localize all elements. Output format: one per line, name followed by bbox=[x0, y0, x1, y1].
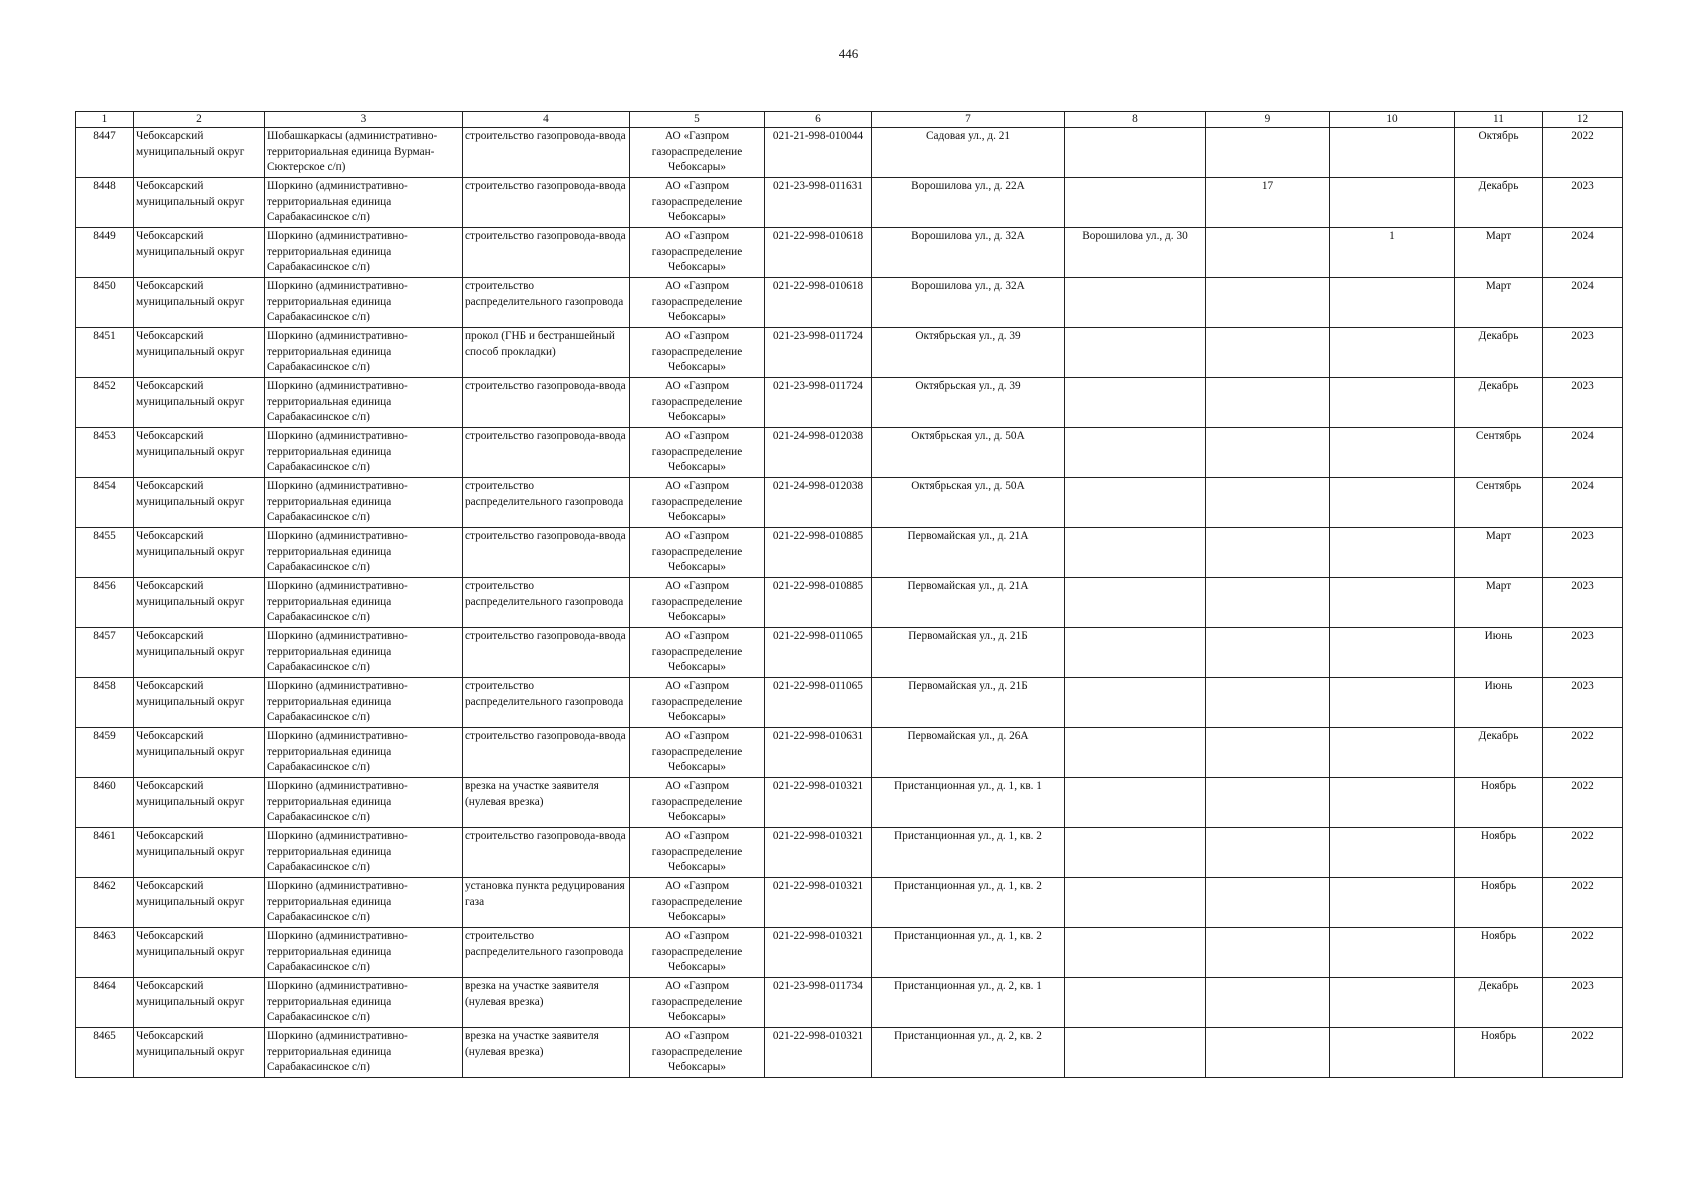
address-alt-cell bbox=[1065, 278, 1206, 328]
address-cell: Первомайская ул., д. 21Б bbox=[872, 628, 1065, 678]
organization-cell: АО «Газпром газораспределение Чебоксары» bbox=[630, 128, 765, 178]
col-9-value-cell bbox=[1206, 228, 1330, 278]
municipal-district-cell: Чебоксарский муниципальный округ bbox=[134, 528, 265, 578]
address-cell: Пристанционная ул., д. 1, кв. 2 bbox=[872, 878, 1065, 928]
month-cell: Декабрь bbox=[1455, 328, 1543, 378]
address-alt-cell bbox=[1065, 928, 1206, 978]
month-cell: Октябрь bbox=[1455, 128, 1543, 178]
month-cell: Март bbox=[1455, 228, 1543, 278]
work-type-cell: врезка на участке заявителя (нулевая врезка) bbox=[463, 978, 630, 1028]
organization-cell: АО «Газпром газораспределение Чебоксары» bbox=[630, 1028, 765, 1078]
municipal-district-cell: Чебоксарский муниципальный округ bbox=[134, 828, 265, 878]
column-header-5: 5 bbox=[630, 112, 765, 128]
organization-cell: АО «Газпром газораспределение Чебоксары» bbox=[630, 478, 765, 528]
address-alt-cell bbox=[1065, 178, 1206, 228]
col-10-value-cell bbox=[1330, 378, 1455, 428]
address-cell: Пристанционная ул., д. 1, кв. 2 bbox=[872, 928, 1065, 978]
table-row bbox=[76, 728, 1623, 778]
municipal-district-cell: Чебоксарский муниципальный округ bbox=[134, 1028, 265, 1078]
row-number-cell: 8459 bbox=[76, 728, 134, 778]
col-9-value-cell bbox=[1206, 378, 1330, 428]
col-10-value-cell bbox=[1330, 578, 1455, 628]
col-9-value-cell: 17 bbox=[1206, 178, 1330, 228]
year-cell: 2023 bbox=[1543, 578, 1623, 628]
row-number-cell: 8464 bbox=[76, 978, 134, 1028]
work-type-cell: строительство газопровода-ввода bbox=[463, 228, 630, 278]
row-number-cell: 8447 bbox=[76, 128, 134, 178]
application-number-cell: 021-22-998-010321 bbox=[765, 828, 872, 878]
address-alt-cell bbox=[1065, 628, 1206, 678]
address-alt-cell bbox=[1065, 778, 1206, 828]
col-10-value-cell bbox=[1330, 328, 1455, 378]
work-type-cell: прокол (ГНБ и бестраншейный способ прокладки) bbox=[463, 328, 630, 378]
settlement-cell: Шоркино (административно-территориальная единица Сарабакасинское с/п) bbox=[265, 828, 463, 878]
organization-cell: АО «Газпром газораспределение Чебоксары» bbox=[630, 578, 765, 628]
year-cell: 2024 bbox=[1543, 428, 1623, 478]
row-number-cell: 8449 bbox=[76, 228, 134, 278]
address-cell: Октябрьская ул., д. 50А bbox=[872, 428, 1065, 478]
organization-cell: АО «Газпром газораспределение Чебоксары» bbox=[630, 628, 765, 678]
settlement-cell: Шоркино (административно-территориальная единица Сарабакасинское с/п) bbox=[265, 1028, 463, 1078]
col-9-value-cell bbox=[1206, 928, 1330, 978]
row-number-cell: 8454 bbox=[76, 478, 134, 528]
col-10-value-cell bbox=[1330, 878, 1455, 928]
col-10-value-cell bbox=[1330, 828, 1455, 878]
month-cell: Ноябрь bbox=[1455, 928, 1543, 978]
work-type-cell: строительство распределительного газопровода bbox=[463, 678, 630, 728]
municipal-district-cell: Чебоксарский муниципальный округ bbox=[134, 728, 265, 778]
year-cell: 2023 bbox=[1543, 378, 1623, 428]
settlement-cell: Шоркино (административно-территориальная единица Сарабакасинское с/п) bbox=[265, 778, 463, 828]
table-row bbox=[76, 578, 1623, 628]
work-type-cell: строительство распределительного газопровода bbox=[463, 928, 630, 978]
table-row bbox=[76, 628, 1623, 678]
application-number-cell: 021-22-998-010321 bbox=[765, 778, 872, 828]
col-9-value-cell bbox=[1206, 528, 1330, 578]
column-header-9: 9 bbox=[1206, 112, 1330, 128]
municipal-district-cell: Чебоксарский муниципальный округ bbox=[134, 628, 265, 678]
address-alt-cell bbox=[1065, 878, 1206, 928]
row-number-cell: 8453 bbox=[76, 428, 134, 478]
address-alt-cell bbox=[1065, 528, 1206, 578]
address-alt-cell bbox=[1065, 678, 1206, 728]
address-alt-cell bbox=[1065, 378, 1206, 428]
col-9-value-cell bbox=[1206, 428, 1330, 478]
col-10-value-cell bbox=[1330, 678, 1455, 728]
row-number-cell: 8461 bbox=[76, 828, 134, 878]
organization-cell: АО «Газпром газораспределение Чебоксары» bbox=[630, 428, 765, 478]
settlement-cell: Шоркино (административно-территориальная единица Сарабакасинское с/п) bbox=[265, 928, 463, 978]
year-cell: 2024 bbox=[1543, 478, 1623, 528]
col-9-value-cell bbox=[1206, 978, 1330, 1028]
settlement-cell: Шоркино (административно-территориальная единица Сарабакасинское с/п) bbox=[265, 578, 463, 628]
application-number-cell: 021-21-998-010044 bbox=[765, 128, 872, 178]
month-cell: Ноябрь bbox=[1455, 778, 1543, 828]
address-alt-cell bbox=[1065, 428, 1206, 478]
organization-cell: АО «Газпром газораспределение Чебоксары» bbox=[630, 278, 765, 328]
settlement-cell: Шоркино (административно-территориальная единица Сарабакасинское с/п) bbox=[265, 678, 463, 728]
application-number-cell: 021-22-998-010631 bbox=[765, 728, 872, 778]
application-number-cell: 021-22-998-010885 bbox=[765, 528, 872, 578]
settlement-cell: Шобашкаркасы (административно-территориальная единица Вурман-Сюктерское с/п) bbox=[265, 128, 463, 178]
col-10-value-cell bbox=[1330, 728, 1455, 778]
settlement-cell: Шоркино (административно-территориальная единица Сарабакасинское с/п) bbox=[265, 528, 463, 578]
column-header-8: 8 bbox=[1065, 112, 1206, 128]
year-cell: 2023 bbox=[1543, 628, 1623, 678]
row-number-cell: 8465 bbox=[76, 1028, 134, 1078]
row-number-cell: 8458 bbox=[76, 678, 134, 728]
col-10-value-cell bbox=[1330, 178, 1455, 228]
organization-cell: АО «Газпром газораспределение Чебоксары» bbox=[630, 828, 765, 878]
col-9-value-cell bbox=[1206, 1028, 1330, 1078]
year-cell: 2023 bbox=[1543, 678, 1623, 728]
row-number-cell: 8455 bbox=[76, 528, 134, 578]
col-9-value-cell bbox=[1206, 578, 1330, 628]
address-cell: Октябрьская ул., д. 50А bbox=[872, 478, 1065, 528]
address-alt-cell bbox=[1065, 978, 1206, 1028]
month-cell: Март bbox=[1455, 528, 1543, 578]
month-cell: Декабрь bbox=[1455, 378, 1543, 428]
address-cell: Первомайская ул., д. 21А bbox=[872, 578, 1065, 628]
municipal-district-cell: Чебоксарский муниципальный округ bbox=[134, 428, 265, 478]
month-cell: Ноябрь bbox=[1455, 828, 1543, 878]
col-10-value-cell: 1 bbox=[1330, 228, 1455, 278]
column-header-4: 4 bbox=[463, 112, 630, 128]
month-cell: Декабрь bbox=[1455, 728, 1543, 778]
settlement-cell: Шоркино (административно-территориальная единица Сарабакасинское с/п) bbox=[265, 178, 463, 228]
settlement-cell: Шоркино (административно-территориальная единица Сарабакасинское с/п) bbox=[265, 428, 463, 478]
organization-cell: АО «Газпром газораспределение Чебоксары» bbox=[630, 178, 765, 228]
col-9-value-cell bbox=[1206, 478, 1330, 528]
year-cell: 2024 bbox=[1543, 228, 1623, 278]
organization-cell: АО «Газпром газораспределение Чебоксары» bbox=[630, 978, 765, 1028]
settlement-cell: Шоркино (административно-территориальная единица Сарабакасинское с/п) bbox=[265, 328, 463, 378]
organization-cell: АО «Газпром газораспределение Чебоксары» bbox=[630, 228, 765, 278]
address-alt-cell bbox=[1065, 728, 1206, 778]
table-row bbox=[76, 228, 1623, 278]
address-cell: Ворошилова ул., д. 32А bbox=[872, 228, 1065, 278]
month-cell: Ноябрь bbox=[1455, 878, 1543, 928]
table-row bbox=[76, 478, 1623, 528]
row-number-cell: 8457 bbox=[76, 628, 134, 678]
municipal-district-cell: Чебоксарский муниципальный округ bbox=[134, 328, 265, 378]
application-number-cell: 021-22-998-010321 bbox=[765, 928, 872, 978]
col-10-value-cell bbox=[1330, 128, 1455, 178]
address-alt-cell: Ворошилова ул., д. 30 bbox=[1065, 228, 1206, 278]
municipal-district-cell: Чебоксарский муниципальный округ bbox=[134, 878, 265, 928]
table-row bbox=[76, 128, 1623, 178]
col-9-value-cell bbox=[1206, 828, 1330, 878]
address-cell: Пристанционная ул., д. 1, кв. 1 bbox=[872, 778, 1065, 828]
municipal-district-cell: Чебоксарский муниципальный округ bbox=[134, 128, 265, 178]
application-number-cell: 021-22-998-011065 bbox=[765, 628, 872, 678]
row-number-cell: 8460 bbox=[76, 778, 134, 828]
col-10-value-cell bbox=[1330, 1028, 1455, 1078]
year-cell: 2022 bbox=[1543, 128, 1623, 178]
application-number-cell: 021-22-998-011065 bbox=[765, 678, 872, 728]
table-row bbox=[76, 528, 1623, 578]
organization-cell: АО «Газпром газораспределение Чебоксары» bbox=[630, 928, 765, 978]
year-cell: 2024 bbox=[1543, 278, 1623, 328]
application-number-cell: 021-23-998-011734 bbox=[765, 978, 872, 1028]
municipal-district-cell: Чебоксарский муниципальный округ bbox=[134, 928, 265, 978]
address-alt-cell bbox=[1065, 578, 1206, 628]
header-row bbox=[76, 112, 1623, 128]
month-cell: Март bbox=[1455, 578, 1543, 628]
application-number-cell: 021-23-998-011724 bbox=[765, 378, 872, 428]
work-type-cell: установка пункта редуцирования газа bbox=[463, 878, 630, 928]
application-number-cell: 021-22-998-010321 bbox=[765, 1028, 872, 1078]
work-type-cell: строительство газопровода-ввода bbox=[463, 628, 630, 678]
col-9-value-cell bbox=[1206, 328, 1330, 378]
settlement-cell: Шоркино (административно-территориальная единица Сарабакасинское с/п) bbox=[265, 628, 463, 678]
municipal-district-cell: Чебоксарский муниципальный округ bbox=[134, 978, 265, 1028]
col-9-value-cell bbox=[1206, 728, 1330, 778]
municipal-district-cell: Чебоксарский муниципальный округ bbox=[134, 778, 265, 828]
address-cell: Октябрьская ул., д. 39 bbox=[872, 328, 1065, 378]
month-cell: Июнь bbox=[1455, 678, 1543, 728]
table-row bbox=[76, 778, 1623, 828]
application-number-cell: 021-24-998-012038 bbox=[765, 428, 872, 478]
application-number-cell: 021-22-998-010321 bbox=[765, 878, 872, 928]
table-row bbox=[76, 378, 1623, 428]
settlement-cell: Шоркино (административно-территориальная единица Сарабакасинское с/п) bbox=[265, 278, 463, 328]
table-row bbox=[76, 978, 1623, 1028]
row-number-cell: 8456 bbox=[76, 578, 134, 628]
municipal-district-cell: Чебоксарский муниципальный округ bbox=[134, 228, 265, 278]
work-type-cell: врезка на участке заявителя (нулевая врезка) bbox=[463, 778, 630, 828]
month-cell: Ноябрь bbox=[1455, 1028, 1543, 1078]
settlement-cell: Шоркино (административно-территориальная единица Сарабакасинское с/п) bbox=[265, 228, 463, 278]
application-number-cell: 021-23-998-011631 bbox=[765, 178, 872, 228]
row-number-cell: 8463 bbox=[76, 928, 134, 978]
address-cell: Ворошилова ул., д. 32А bbox=[872, 278, 1065, 328]
organization-cell: АО «Газпром газораспределение Чебоксары» bbox=[630, 878, 765, 928]
month-cell: Сентябрь bbox=[1455, 428, 1543, 478]
registry-table bbox=[75, 111, 1623, 1078]
col-9-value-cell bbox=[1206, 878, 1330, 928]
organization-cell: АО «Газпром газораспределение Чебоксары» bbox=[630, 728, 765, 778]
settlement-cell: Шоркино (административно-территориальная единица Сарабакасинское с/п) bbox=[265, 378, 463, 428]
address-alt-cell bbox=[1065, 1028, 1206, 1078]
col-9-value-cell bbox=[1206, 278, 1330, 328]
col-10-value-cell bbox=[1330, 278, 1455, 328]
address-cell: Садовая ул., д. 21 bbox=[872, 128, 1065, 178]
table-row bbox=[76, 878, 1623, 928]
col-9-value-cell bbox=[1206, 128, 1330, 178]
table-row bbox=[76, 678, 1623, 728]
month-cell: Сентябрь bbox=[1455, 478, 1543, 528]
address-cell: Первомайская ул., д. 26А bbox=[872, 728, 1065, 778]
year-cell: 2023 bbox=[1543, 178, 1623, 228]
year-cell: 2023 bbox=[1543, 328, 1623, 378]
row-number-cell: 8451 bbox=[76, 328, 134, 378]
application-number-cell: 021-22-998-010885 bbox=[765, 578, 872, 628]
address-cell: Пристанционная ул., д. 2, кв. 1 bbox=[872, 978, 1065, 1028]
address-cell: Ворошилова ул., д. 22А bbox=[872, 178, 1065, 228]
work-type-cell: строительство газопровода-ввода bbox=[463, 528, 630, 578]
row-number-cell: 8450 bbox=[76, 278, 134, 328]
address-alt-cell bbox=[1065, 828, 1206, 878]
table-row bbox=[76, 328, 1623, 378]
table-row bbox=[76, 928, 1623, 978]
organization-cell: АО «Газпром газораспределение Чебоксары» bbox=[630, 528, 765, 578]
settlement-cell: Шоркино (административно-территориальная единица Сарабакасинское с/п) bbox=[265, 478, 463, 528]
municipal-district-cell: Чебоксарский муниципальный округ bbox=[134, 378, 265, 428]
municipal-district-cell: Чебоксарский муниципальный округ bbox=[134, 178, 265, 228]
column-header-2: 2 bbox=[134, 112, 265, 128]
application-number-cell: 021-23-998-011724 bbox=[765, 328, 872, 378]
column-header-10: 10 bbox=[1330, 112, 1455, 128]
year-cell: 2022 bbox=[1543, 928, 1623, 978]
table-body bbox=[76, 128, 1623, 1078]
table-row bbox=[76, 828, 1623, 878]
row-number-cell: 8462 bbox=[76, 878, 134, 928]
col-10-value-cell bbox=[1330, 478, 1455, 528]
address-cell: Первомайская ул., д. 21Б bbox=[872, 678, 1065, 728]
work-type-cell: строительство газопровода-ввода bbox=[463, 128, 630, 178]
col-10-value-cell bbox=[1330, 928, 1455, 978]
col-10-value-cell bbox=[1330, 628, 1455, 678]
address-alt-cell bbox=[1065, 478, 1206, 528]
year-cell: 2023 bbox=[1543, 978, 1623, 1028]
col-9-value-cell bbox=[1206, 678, 1330, 728]
year-cell: 2022 bbox=[1543, 1028, 1623, 1078]
col-9-value-cell bbox=[1206, 628, 1330, 678]
col-10-value-cell bbox=[1330, 528, 1455, 578]
page-number: 446 bbox=[838, 46, 859, 61]
settlement-cell: Шоркино (административно-территориальная единица Сарабакасинское с/п) bbox=[265, 878, 463, 928]
column-header-6: 6 bbox=[765, 112, 872, 128]
table-row bbox=[76, 428, 1623, 478]
work-type-cell: строительство распределительного газопровода bbox=[463, 578, 630, 628]
work-type-cell: строительство распределительного газопровода bbox=[463, 478, 630, 528]
organization-cell: АО «Газпром газораспределение Чебоксары» bbox=[630, 778, 765, 828]
month-cell: Март bbox=[1455, 278, 1543, 328]
column-header-12: 12 bbox=[1543, 112, 1623, 128]
settlement-cell: Шоркино (административно-территориальная единица Сарабакасинское с/п) bbox=[265, 978, 463, 1028]
year-cell: 2022 bbox=[1543, 728, 1623, 778]
col-9-value-cell bbox=[1206, 778, 1330, 828]
organization-cell: АО «Газпром газораспределение Чебоксары» bbox=[630, 678, 765, 728]
work-type-cell: строительство распределительного газопровода bbox=[463, 278, 630, 328]
municipal-district-cell: Чебоксарский муниципальный округ bbox=[134, 278, 265, 328]
address-alt-cell bbox=[1065, 128, 1206, 178]
column-header-3: 3 bbox=[265, 112, 463, 128]
organization-cell: АО «Газпром газораспределение Чебоксары» bbox=[630, 378, 765, 428]
work-type-cell: врезка на участке заявителя (нулевая врезка) bbox=[463, 1028, 630, 1078]
work-type-cell: строительство газопровода-ввода bbox=[463, 178, 630, 228]
col-10-value-cell bbox=[1330, 428, 1455, 478]
row-number-cell: 8452 bbox=[76, 378, 134, 428]
address-cell: Октябрьская ул., д. 39 bbox=[872, 378, 1065, 428]
month-cell: Июнь bbox=[1455, 628, 1543, 678]
address-cell: Первомайская ул., д. 21А bbox=[872, 528, 1065, 578]
address-alt-cell bbox=[1065, 328, 1206, 378]
work-type-cell: строительство газопровода-ввода bbox=[463, 828, 630, 878]
address-cell: Пристанционная ул., д. 1, кв. 2 bbox=[872, 828, 1065, 878]
year-cell: 2023 bbox=[1543, 528, 1623, 578]
column-header-7: 7 bbox=[872, 112, 1065, 128]
work-type-cell: строительство газопровода-ввода bbox=[463, 428, 630, 478]
column-header-11: 11 bbox=[1455, 112, 1543, 128]
organization-cell: АО «Газпром газораспределение Чебоксары» bbox=[630, 328, 765, 378]
settlement-cell: Шоркино (административно-территориальная единица Сарабакасинское с/п) bbox=[265, 728, 463, 778]
year-cell: 2022 bbox=[1543, 778, 1623, 828]
application-number-cell: 021-22-998-010618 bbox=[765, 278, 872, 328]
application-number-cell: 021-24-998-012038 bbox=[765, 478, 872, 528]
table-row bbox=[76, 178, 1623, 228]
table-row bbox=[76, 278, 1623, 328]
table-row bbox=[76, 1028, 1623, 1078]
month-cell: Декабрь bbox=[1455, 978, 1543, 1028]
year-cell: 2022 bbox=[1543, 878, 1623, 928]
column-header-1: 1 bbox=[76, 112, 134, 128]
work-type-cell: строительство газопровода-ввода bbox=[463, 728, 630, 778]
col-10-value-cell bbox=[1330, 778, 1455, 828]
municipal-district-cell: Чебоксарский муниципальный округ bbox=[134, 678, 265, 728]
address-cell: Пристанционная ул., д. 2, кв. 2 bbox=[872, 1028, 1065, 1078]
row-number-cell: 8448 bbox=[76, 178, 134, 228]
application-number-cell: 021-22-998-010618 bbox=[765, 228, 872, 278]
municipal-district-cell: Чебоксарский муниципальный округ bbox=[134, 478, 265, 528]
municipal-district-cell: Чебоксарский муниципальный округ bbox=[134, 578, 265, 628]
col-10-value-cell bbox=[1330, 978, 1455, 1028]
work-type-cell: строительство газопровода-ввода bbox=[463, 378, 630, 428]
year-cell: 2022 bbox=[1543, 828, 1623, 878]
month-cell: Декабрь bbox=[1455, 178, 1543, 228]
